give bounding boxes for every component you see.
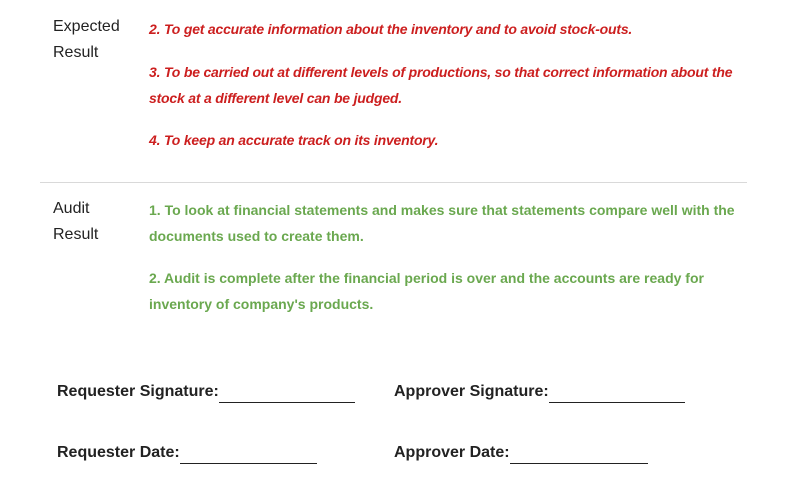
requester-date-line[interactable] <box>180 445 317 464</box>
approver-signature-line[interactable] <box>549 384 685 403</box>
expected-item-3: 3. To be carried out at different levels of productions, so that correct information about the stock at a different level can be judged. <box>149 64 733 106</box>
section-divider <box>40 182 747 183</box>
approver-signature-field[interactable] <box>394 381 685 403</box>
requester-date-label: Requester Date: <box>57 444 180 461</box>
approver-date-field[interactable] <box>394 442 648 464</box>
expected-item-4: 4. To keep an accurate track on its inventory. <box>149 132 439 148</box>
audit-item-2: 2. Audit is complete after the financial period is over and the accounts are ready for inventory of company's products. <box>149 270 704 312</box>
approver-signature-label: Approver Signature: <box>394 383 549 400</box>
requester-date-field[interactable] <box>57 442 317 464</box>
audit-item-1: 1. To look at financial statements and makes sure that statements compare well with the documents used to create them. <box>149 202 735 244</box>
requester-signature-line[interactable] <box>219 384 355 403</box>
requester-signature-field[interactable] <box>57 381 355 403</box>
requester-signature-label: Requester Signature: <box>57 383 219 400</box>
approver-date-line[interactable] <box>510 445 648 464</box>
expected-item-2: 2. To get accurate information about the inventory and to avoid stock-outs. <box>149 21 633 37</box>
approver-date-label: Approver Date: <box>394 444 510 461</box>
audit-result-label: Audit Result <box>53 200 99 243</box>
expected-result-label: Expected Result <box>53 18 120 61</box>
